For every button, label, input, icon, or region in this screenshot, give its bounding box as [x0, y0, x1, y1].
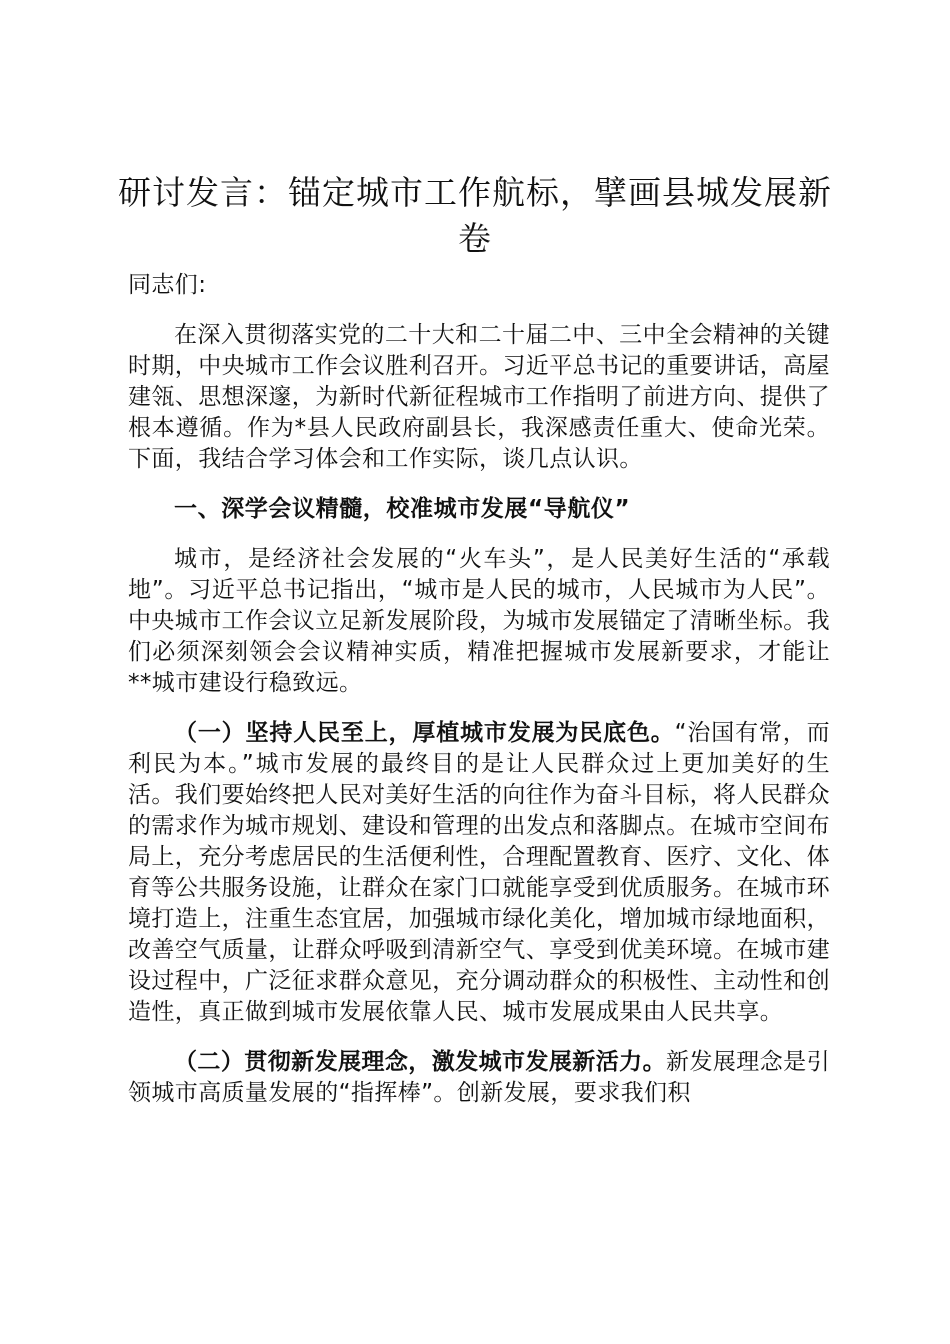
document-title: 研讨发言：锚定城市工作航标，擘画县城发展新卷 — [118, 173, 832, 258]
section1-intro-paragraph — [128, 544, 830, 699]
document-body — [128, 270, 830, 1128]
point2-paragraph — [128, 1047, 830, 1109]
point1-text: “治国有常，而利民为本。”城市发展的最终目的是让人民群众过上更加美好的生活。我们要始终把人民对美好生活的向往作为奋斗目标，将人民群众的需求作为城市规划、建设和管理的出发点和落脚点。在城市空间布局上，充分考虑居民的生活便利性，合理配置教育、医疗、文化、体育等公共服务设施，让群众在家门口就能享受到优质服务。在城市环境打造上，注重生态宜居，加强城市绿化美化，增加城市绿地面积，改善空气质量，让群众呼吸到清新空气、享受到优美环境。在城市建设过程中，广泛征求群众意见，充分调动群众的积极性、主动性和创造性，真正做到城市发展依靠人民、城市发展成果由人民共享。 — [128, 720, 830, 1025]
intro-paragraph — [128, 320, 830, 475]
point2-text: 新发展理念是引领城市高质量发展的“指挥棒”。创新发展，要求我们积 — [128, 1049, 830, 1106]
point1-lead: （一）坚持人民至上，厚植城市发展为民底色。 — [174, 720, 675, 746]
point2-lead: （二）贯彻新发展理念，激发城市发展新活力。 — [174, 1049, 667, 1075]
salutation: 同志们: — [128, 272, 207, 298]
section-heading-1: 一、深学会议精髓，校准城市发展“导航仪” — [174, 496, 631, 522]
section1-intro-text: 城市，是经济社会发展的“火车头”，是人民美好生活的“承载地”。习近平总书记指出，“城市是人民的城市，人民城市为人民”。中央城市工作会议立足新发展阶段，为城市发展锚定了清晰坐标。我们必须深刻领会会议精神实质，精准把握城市发展新要求，才能让**城市建设行稳致远。 — [128, 546, 830, 696]
point1-paragraph — [128, 718, 830, 1028]
intro-paragraph-text: 在深入贯彻落实党的二十大和二十届二中、三中全会精神的关键时期，中央城市工作会议胜利召开。习近平总书记的重要讲话，高屋建瓴、思想深邃，为新时代新征程城市工作指明了前进方向、提供了根本遵循。作为*县人民政府副县长，我深感责任重大、使命光荣。下面，我结合学习体会和工作实际，谈几点认识。 — [128, 322, 830, 472]
